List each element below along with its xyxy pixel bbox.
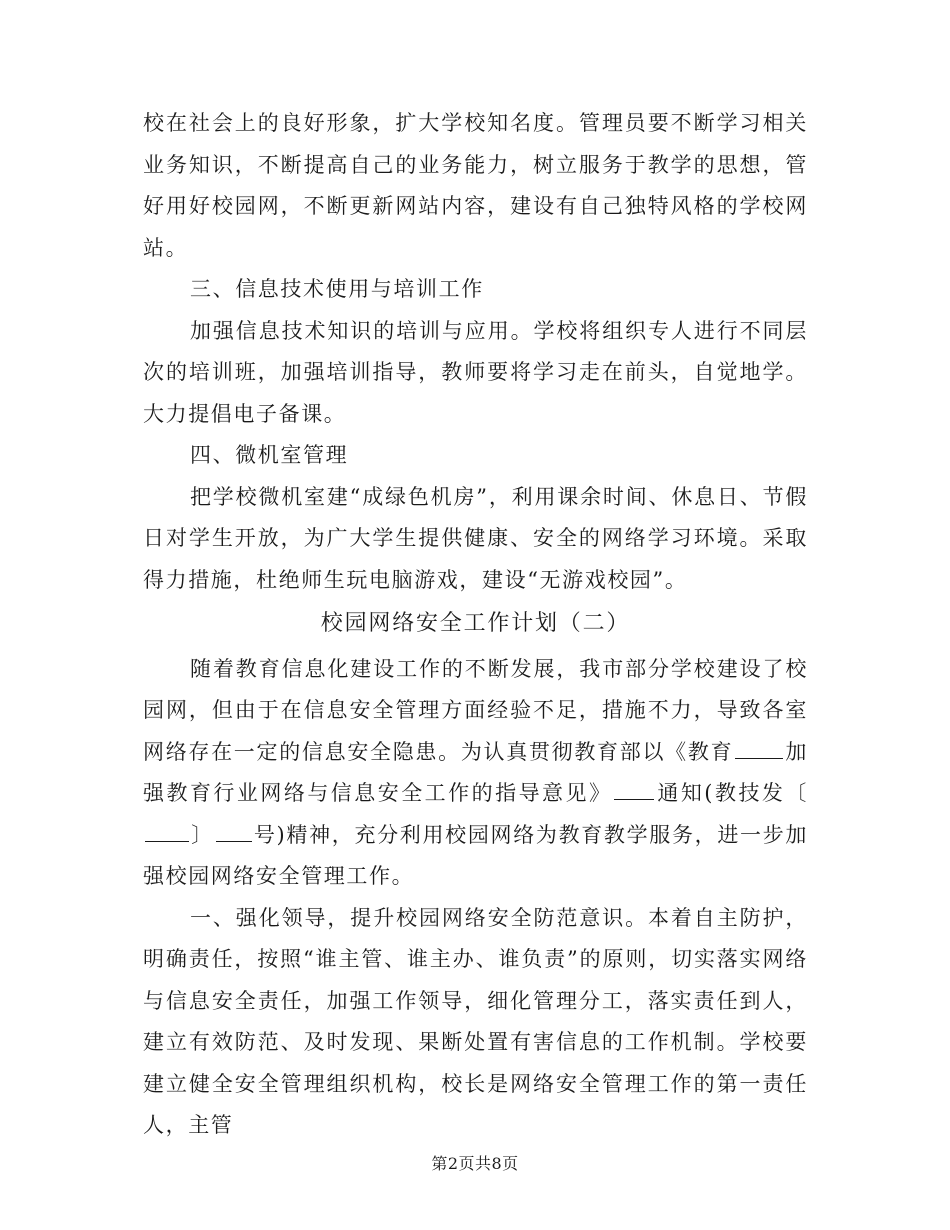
paragraph-computer-room: 把学校微机室建“成绿色机房”，利用课余时间、休息日、节假日对学生开放，为广大学生提供健康、安全的网络学习环境。采取得力措施，杜绝师生玩电脑游戏，建设“无游戏校园”。 bbox=[143, 484, 808, 592]
section-heading-4: 四、微机室管理 bbox=[190, 443, 349, 467]
blank-line bbox=[216, 823, 252, 842]
page-number: 第2页共8页 bbox=[431, 1154, 519, 1173]
blank-line bbox=[614, 781, 654, 800]
blank-line bbox=[735, 740, 783, 759]
intro-text-e: 号)精神，充分利用校园网络为教育教学服务，进一步加强校园网络安全管理工作。 bbox=[143, 822, 808, 888]
intro-text-b: 加强教育行业网络与信息安全工作的指导意见》 bbox=[143, 739, 808, 805]
paragraph-training: 加强信息技术知识的培训与应用。学校将组织专人进行不同层次的培训班，加强培训指导，教师要将学习走在前头，自觉地学。大力提倡电子备课。 bbox=[143, 318, 808, 426]
paragraph-point-1: 一、强化领导，提升校园网络安全防范意识。本着自主防护，明确责任，按照“谁主管、谁主办、谁负责”的原则，切实落实网络与信息安全责任，加强工作领导，细化管理分工，落实责任到人，建立有效防范、及时发现、果断处置有害信息的工作机制。学校要建立健全安全管理组织机构，校长是网络安全管理工作的第一责任人，主管 bbox=[143, 905, 808, 1137]
intro-text-d: 〕 bbox=[191, 822, 214, 847]
blank-line bbox=[145, 823, 189, 842]
intro-text-a: 随着教育信息化建设工作的不断发展，我市部分学校建设了校园网，但由于在信息安全管理方面经验不足，措施不力，导致各室网络存在一定的信息安全隐患。为认真贯彻教育部以《教育 bbox=[143, 656, 808, 764]
intro-text-c: 通知(教技发〔 bbox=[656, 781, 808, 805]
paragraph-intro bbox=[143, 649, 808, 898]
section-heading-3: 三、信息技术使用与培训工作 bbox=[190, 277, 484, 301]
document-title: 校园网络安全工作计划（二） bbox=[320, 611, 631, 636]
paragraph-continuation: 校在社会上的良好形象，扩大学校知名度。管理员要不断学习相关业务知识，不断提高自己的业务能力，树立服务于教学的思想，管好用好校园网，不断更新网站内容，建设有自己独特风格的学校网站。 bbox=[143, 111, 808, 260]
document-body bbox=[143, 103, 808, 1147]
